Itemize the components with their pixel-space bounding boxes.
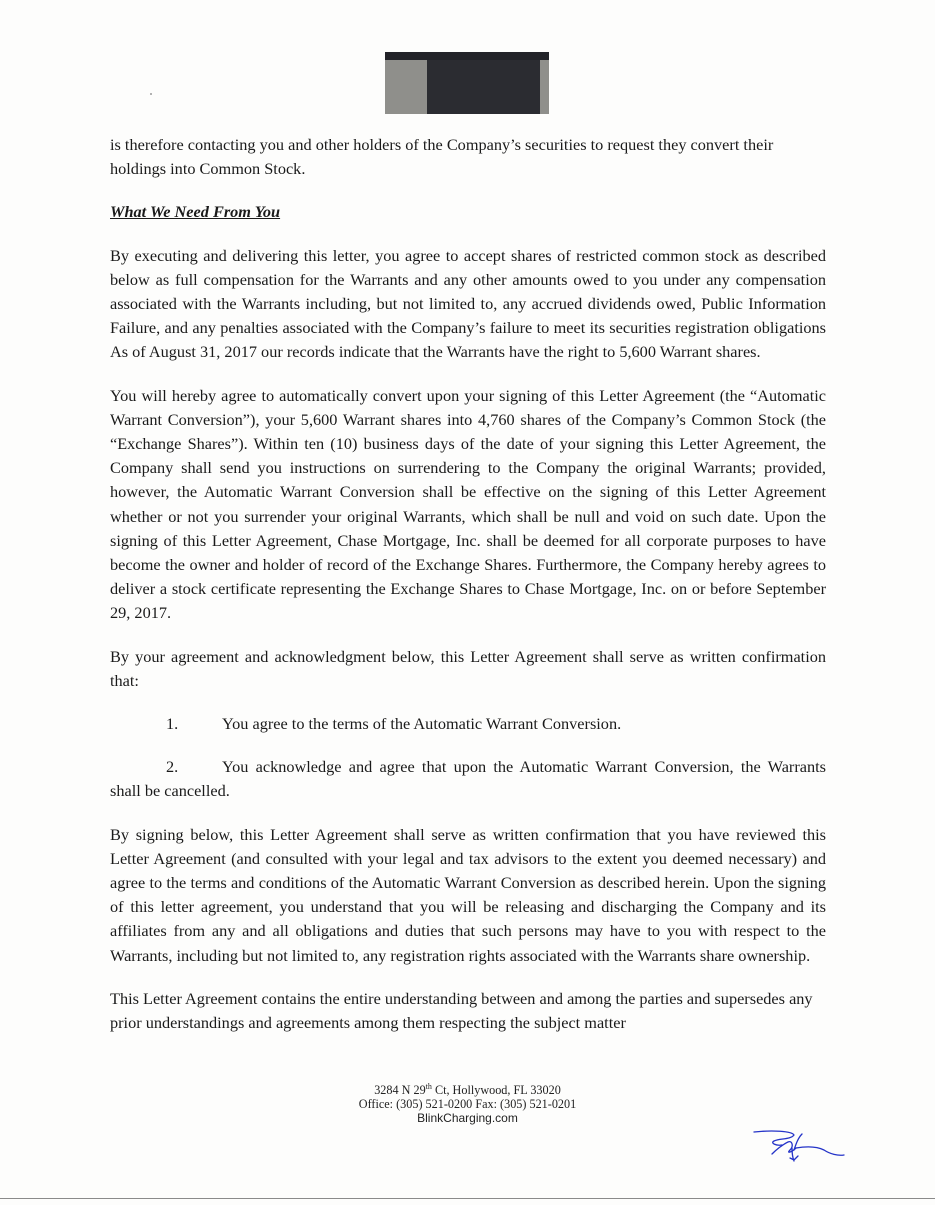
- list-number: 1.: [166, 714, 179, 734]
- footer-website: BlinkCharging.com: [417, 1111, 518, 1125]
- list-number: 2.: [166, 757, 179, 777]
- paragraph-confirmation: By your agreement and acknowledgment below, this Letter Agreement shall serve as written confirmation that:: [110, 646, 826, 690]
- section-heading: What We Need From You: [110, 202, 281, 222]
- list-item-2: [110, 755, 826, 803]
- footer-address: 3284 N 29th Ct, Hollywood, FL 33020: [374, 1082, 561, 1097]
- signature-initials-icon: [752, 1128, 847, 1166]
- paragraph-compensation: By executing and delivering this letter, you agree to accept shares of restricted common stock as described below as full compensation for the Warrants and any other amounts owed to you under any compensation associated with the Warrants including, but not limited to, any accrued dividends owed, Public Information Failure, and any penalties associated with the Company’s failure to meet its securities registration obligations As of August 31, 2017 our records indicate that the Warrants have the right to 5,600 Warrant shares.: [110, 245, 826, 362]
- paragraph-conversion: You will hereby agree to automatically convert upon your signing of this Letter Agreement (the “Automatic Warrant Conversion”), your 5,600 Warrant shares into 4,760 shares of the Company’s Common Stock (the “Exchange Shares”). Within ten (10) business days of the date of your signing this Letter Agreement, the Company shall send you instructions on surrendering to the Company the original Warrants; provided, however, the Automatic Warrant Conversion shall be effective on the signing of this Letter Agreement whether or not you surrender your original Warrants, which shall be null and void on such date. Upon the signing of this Letter Agreement, Chase Mortgage, Inc. shall be deemed for all corporate purposes to have become the owner and holder of record of the Exchange Shares. Furthermore, the Company hereby agrees to deliver a stock certificate representing the Exchange Shares to Chase Mortgage, Inc. on or before September 29, 2017.: [110, 385, 826, 623]
- intro-paragraph: is therefore contacting you and other holders of the Company’s securities to request they convert their holdings into Common Stock.: [110, 135, 774, 179]
- footer-phone: Office: (305) 521-0200 Fax: (305) 521-0201: [358, 1097, 577, 1111]
- company-logo-redacted: [385, 52, 549, 114]
- letterhead-footer: [0, 1083, 935, 1125]
- paragraph-release: By signing below, this Letter Agreement shall serve as written confirmation that you have reviewed this Letter Agreement (and consulted with your legal and tax advisors to the extent you deemed necessary) and agree to the terms and conditions of the Automatic Warrant Conversion as described herein. Upon the signing of this letter agreement, you understand that you will be releasing and discharging the Company and its affiliates from any and all obligations and duties that such persons may have to you with respect to the Warrants, including but not limited to, any registration rights associated with the Warrants share ownership.: [110, 824, 826, 965]
- paragraph-entire-agreement: This Letter Agreement contains the entire understanding between and among the parties and supersedes any prior understandings and agreements among them respecting the subject matter: [110, 988, 813, 1033]
- logo-left-panel: [385, 60, 427, 114]
- scan-speck: [150, 93, 152, 95]
- logo-right-panel: [540, 60, 549, 114]
- letter-body: [110, 133, 826, 1035]
- logo-top-bar: [385, 52, 549, 60]
- list-text: You acknowledge and agree that upon the Automatic Warrant Conversion, the Warrants shall be cancelled.: [110, 757, 826, 801]
- list-text: You agree to the terms of the Automatic Warrant Conversion.: [222, 714, 622, 734]
- page-bottom-rule: [0, 1198, 935, 1199]
- list-item-1: [110, 712, 826, 736]
